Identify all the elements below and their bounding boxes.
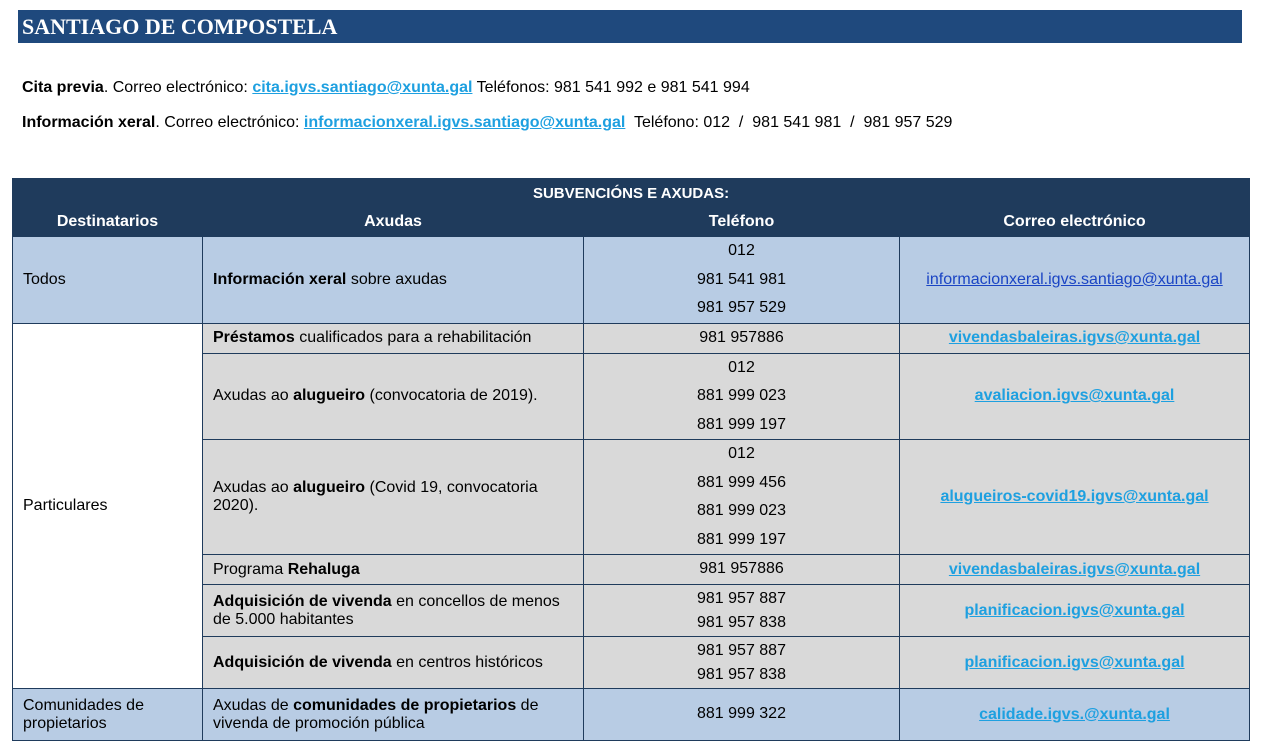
col-header-telefono: Teléfono bbox=[584, 208, 900, 237]
table-row bbox=[13, 323, 1250, 353]
aid-cell bbox=[203, 637, 584, 689]
aid-bold: Adquisición de vivenda bbox=[213, 653, 392, 671]
aid-bold: Adquisición de vivenda bbox=[213, 592, 392, 610]
aid-cell bbox=[203, 689, 584, 741]
email-link[interactable]: avaliacion.igvs@xunta.gal bbox=[974, 387, 1175, 405]
email-cell bbox=[900, 237, 1250, 324]
aid-bold: alugueiro bbox=[293, 387, 366, 405]
phone-number: 981 541 981 bbox=[697, 270, 786, 288]
phone-number: 012 bbox=[728, 358, 755, 376]
email-cell bbox=[900, 555, 1250, 585]
phone-number: 981 957 529 bbox=[697, 299, 786, 316]
cita-phones: Teléfonos: 981 541 992 e 981 541 994 bbox=[472, 79, 750, 96]
aid-cell bbox=[203, 440, 584, 555]
phone-cell bbox=[584, 237, 900, 324]
page-title: SANTIAGO DE COMPOSTELA bbox=[18, 10, 1242, 43]
phone-number: 981 957886 bbox=[699, 328, 784, 346]
email-link[interactable]: vivendasbaleiras.igvs@xunta.gal bbox=[948, 329, 1201, 346]
col-header-destinatarios: Destinatarios bbox=[13, 208, 203, 237]
info-label: Información xeral bbox=[22, 114, 156, 131]
aid-bold: Rehaluga bbox=[287, 560, 360, 578]
phone-number: 012 bbox=[728, 242, 755, 259]
phone-cell bbox=[584, 353, 900, 440]
aid-text-pre: Axudas ao bbox=[213, 479, 294, 496]
aid-text: en concellos de menos de 5.000 habitantes bbox=[213, 592, 560, 628]
email-link[interactable]: calidade.igvs.@xunta.gal bbox=[979, 705, 1170, 723]
subsidies-table bbox=[12, 178, 1250, 741]
phone-number: 881 999 456 bbox=[697, 473, 786, 491]
info-prefix: . Correo electrónico: bbox=[155, 114, 304, 131]
email-cell bbox=[900, 440, 1250, 555]
info-phones: Teléfono: 012 / 981 541 981 / 981 957 529 bbox=[625, 114, 953, 131]
info-email-link[interactable]: informacionxeral.igvs.santiago@xunta.gal bbox=[303, 114, 626, 131]
aid-text: (Covid 19, convocatoria 2020). bbox=[213, 479, 538, 514]
aid-text: de vivenda de promoción pública bbox=[213, 696, 539, 732]
phone-number: 981 957 838 bbox=[697, 613, 786, 631]
phone-cell bbox=[584, 637, 900, 689]
group-particulares: Particulares bbox=[13, 323, 203, 689]
phone-cell bbox=[584, 440, 900, 555]
phone-cell bbox=[584, 689, 900, 741]
aid-text-pre: Axudas de bbox=[213, 696, 294, 714]
table-row bbox=[13, 237, 1250, 324]
group-todos: Todos bbox=[13, 237, 203, 324]
col-header-axudas: Axudas bbox=[203, 208, 584, 237]
aid-cell bbox=[203, 237, 584, 324]
aid-bold: Préstamos bbox=[213, 329, 295, 346]
email-link[interactable]: planificacion.igvs@xunta.gal bbox=[964, 653, 1185, 671]
aid-cell bbox=[203, 555, 584, 585]
cita-email-link[interactable]: cita.igvs.santiago@xunta.gal bbox=[252, 79, 473, 96]
aid-bold: alugueiro bbox=[293, 479, 366, 496]
contact-informacion-xeral bbox=[22, 114, 952, 132]
cita-label: Cita previa bbox=[22, 79, 104, 96]
group-comunidades: Comunidades de propietarios bbox=[13, 689, 203, 741]
phone-number: 881 999 197 bbox=[697, 415, 786, 433]
cita-prefix: . Correo electrónico: bbox=[103, 79, 253, 96]
aid-cell bbox=[203, 353, 584, 440]
phone-number: 881 999 197 bbox=[697, 530, 786, 548]
phone-cell bbox=[584, 323, 900, 353]
email-link[interactable]: planificacion.igvs@xunta.gal bbox=[964, 601, 1185, 619]
phone-number: 881 999 023 bbox=[697, 502, 786, 519]
aid-cell bbox=[203, 585, 584, 637]
contact-cita-previa bbox=[22, 79, 750, 97]
phone-number: 981 957 838 bbox=[697, 665, 786, 683]
email-link[interactable]: vivendasbaleiras.igvs@xunta.gal bbox=[948, 560, 1201, 578]
aid-bold: comunidades de propietarios bbox=[293, 696, 517, 714]
phone-number: 981 957886 bbox=[699, 560, 784, 578]
email-link[interactable]: informacionxeral.igvs.santiago@xunta.gal bbox=[926, 270, 1223, 288]
phone-cell bbox=[584, 585, 900, 637]
phone-number: 881 999 322 bbox=[697, 705, 786, 723]
table-row bbox=[13, 689, 1250, 741]
aid-text: (convocatoria de 2019). bbox=[365, 387, 538, 405]
aid-text-pre: Axudas ao bbox=[213, 387, 294, 405]
phone-number: 981 957 887 bbox=[697, 589, 786, 607]
phone-number: 012 bbox=[728, 445, 755, 462]
aid-text: sobre axudas bbox=[346, 270, 447, 288]
email-cell bbox=[900, 353, 1250, 440]
email-cell bbox=[900, 689, 1250, 741]
table-title: SUBVENCIÓNS E AXUDAS: bbox=[13, 179, 1250, 208]
aid-text: cualificados para a rehabilitación bbox=[294, 329, 532, 346]
aid-text-pre: Programa bbox=[213, 560, 288, 578]
col-header-correo: Correo electrónico bbox=[900, 208, 1250, 237]
phone-cell bbox=[584, 555, 900, 585]
email-link[interactable]: alugueiros-covid19.igvs@xunta.gal bbox=[940, 488, 1209, 505]
email-cell bbox=[900, 585, 1250, 637]
email-cell bbox=[900, 323, 1250, 353]
aid-text: en centros históricos bbox=[391, 653, 543, 671]
email-cell bbox=[900, 637, 1250, 689]
aid-bold: Información xeral bbox=[213, 270, 347, 288]
aid-cell bbox=[203, 323, 584, 353]
phone-number: 881 999 023 bbox=[697, 387, 786, 404]
phone-number: 981 957 887 bbox=[697, 641, 786, 659]
